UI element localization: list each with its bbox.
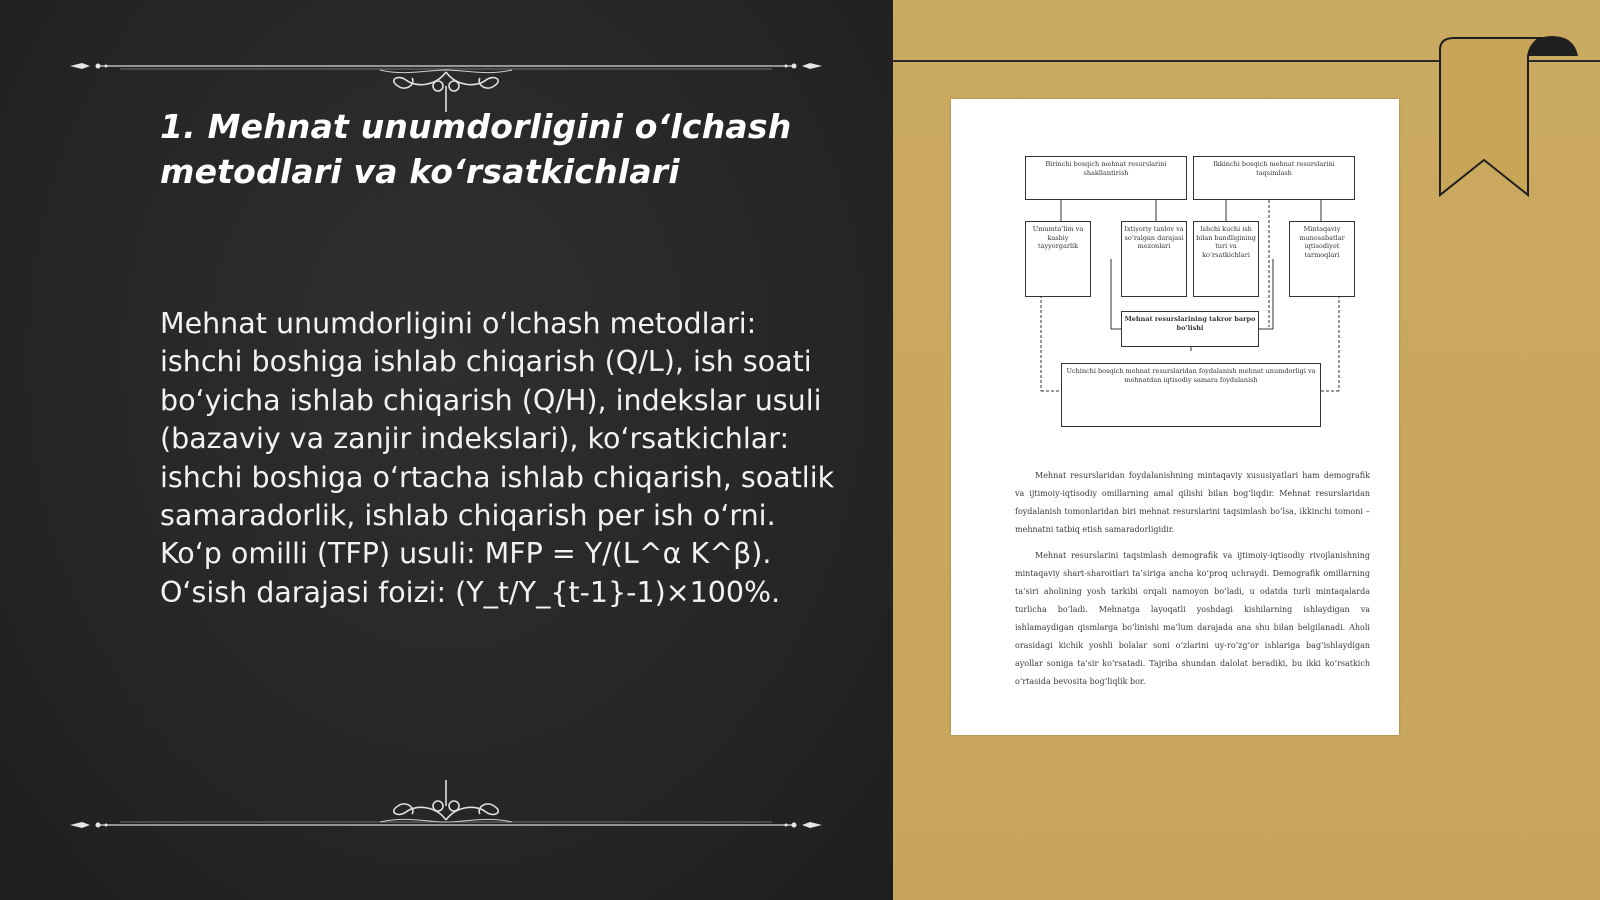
diagram-box-employment: Ishchi kuchi ish bilan bandligining turi va ko‘rsatkichlari (1193, 221, 1259, 297)
document-paragraph-2: Mehnat resurslarini taqsimlash demografik va ijtimoiy-iqtisodiy rivojlanishning mintaqaviy shart-sharoitlari ta’siriga ancha ko‘proq uchraydi. Demografik omillarning ta’siri aholining yosh tarkibi orqali namoyon bo‘ladi, u odatda turli mintaqalarda turlicha bo‘ladi. Mehnatga layoqatli yoshdagi kishilarning ishlaydigan va ishlamaydigan qismlarga bo‘linishi ma’lum darajada ana shu bilan belgilanadi. Aholi orasidagi kichik yoshli bolalar soni o‘zlarini uy-ro‘zg‘or ishlariga bag‘ishlaydigan ayollar soniga ta’sir ko‘rsatadi. Tajriba shundan dalolat beradiki, bu ikki ko‘rsatkich o‘rtasida bevosita bog‘liqlik bor. (1015, 551, 1370, 686)
slide-body-text: Mehnat unumdorligini o‘lchash metodlari: ishchi boshiga ishlab chiqarish (Q/L), ish soati bo‘yicha ishlab chiqarish (Q/H), indekslar usuli (bazaviy va zanjir indekslari), ko‘rsatkichlar: ishchi boshiga o‘rtacha ishlab chiqarish, soatlik samaradorlik, ishlab chiqarish per ish o‘rni. Ko‘p omilli (TFP) usuli: MFP = Y/(L^α K^β). O‘sish darajasi foizi: (Y_t/Y_{t-1}-1)×100%. (160, 307, 835, 609)
diagram-box-stage-2: Ikkinchi bosqich mehnat resurslarini taqsimlash (1193, 156, 1355, 200)
document-paragraph-1: Mehnat resurslaridan foydalanishning mintaqaviy xususiyatlari ham demografik va ijtimoiy-iqtisodiy omillarning amal qilishi bilan bog‘liqdir. Mehnat resurslaridan foydalanish tomonlaridan biri mehnat resurslarini taqsimlash bo‘lsa, ikkinchi tomoni – mehnatni tatbiq etish samaradorligidir. (1015, 471, 1370, 534)
diagram-box-education: Umumta’lim va kasbiy tayyorgarlik (1025, 221, 1091, 297)
slide-title (160, 104, 860, 194)
diagram-box-regional: Mintaqaviy munosabatlar iqtisodiyot tarmoqlari (1289, 221, 1355, 297)
slide-title-line-1: 1. Mehnat unumdorligini o‘lchash (160, 107, 792, 146)
diagram-box-stage-3: Uchinchi bosqich mehnat resurslaridan foydalanish mehnat unumdorligi va mehnatdan iqtisodiy samara foydalanish (1061, 363, 1321, 427)
bookmark-ribbon-icon (1430, 30, 1600, 205)
diagram-box-reproduction: Mehnat resurslarining takror barpo bo‘lishi (1121, 311, 1259, 347)
document-page-image (951, 99, 1399, 735)
diagram-box-selection: Ixtiyoriy tanlov va so‘ralgan darajasi mezonlari (1121, 221, 1187, 297)
bottom-ornament-line (70, 816, 822, 834)
diagram-box-stage-1: Birinchi bosqich mehnat resurslarini shakllantirish (1025, 156, 1187, 200)
slide-title-line-2: metodlari va ko‘rsatkichlari (160, 152, 680, 191)
